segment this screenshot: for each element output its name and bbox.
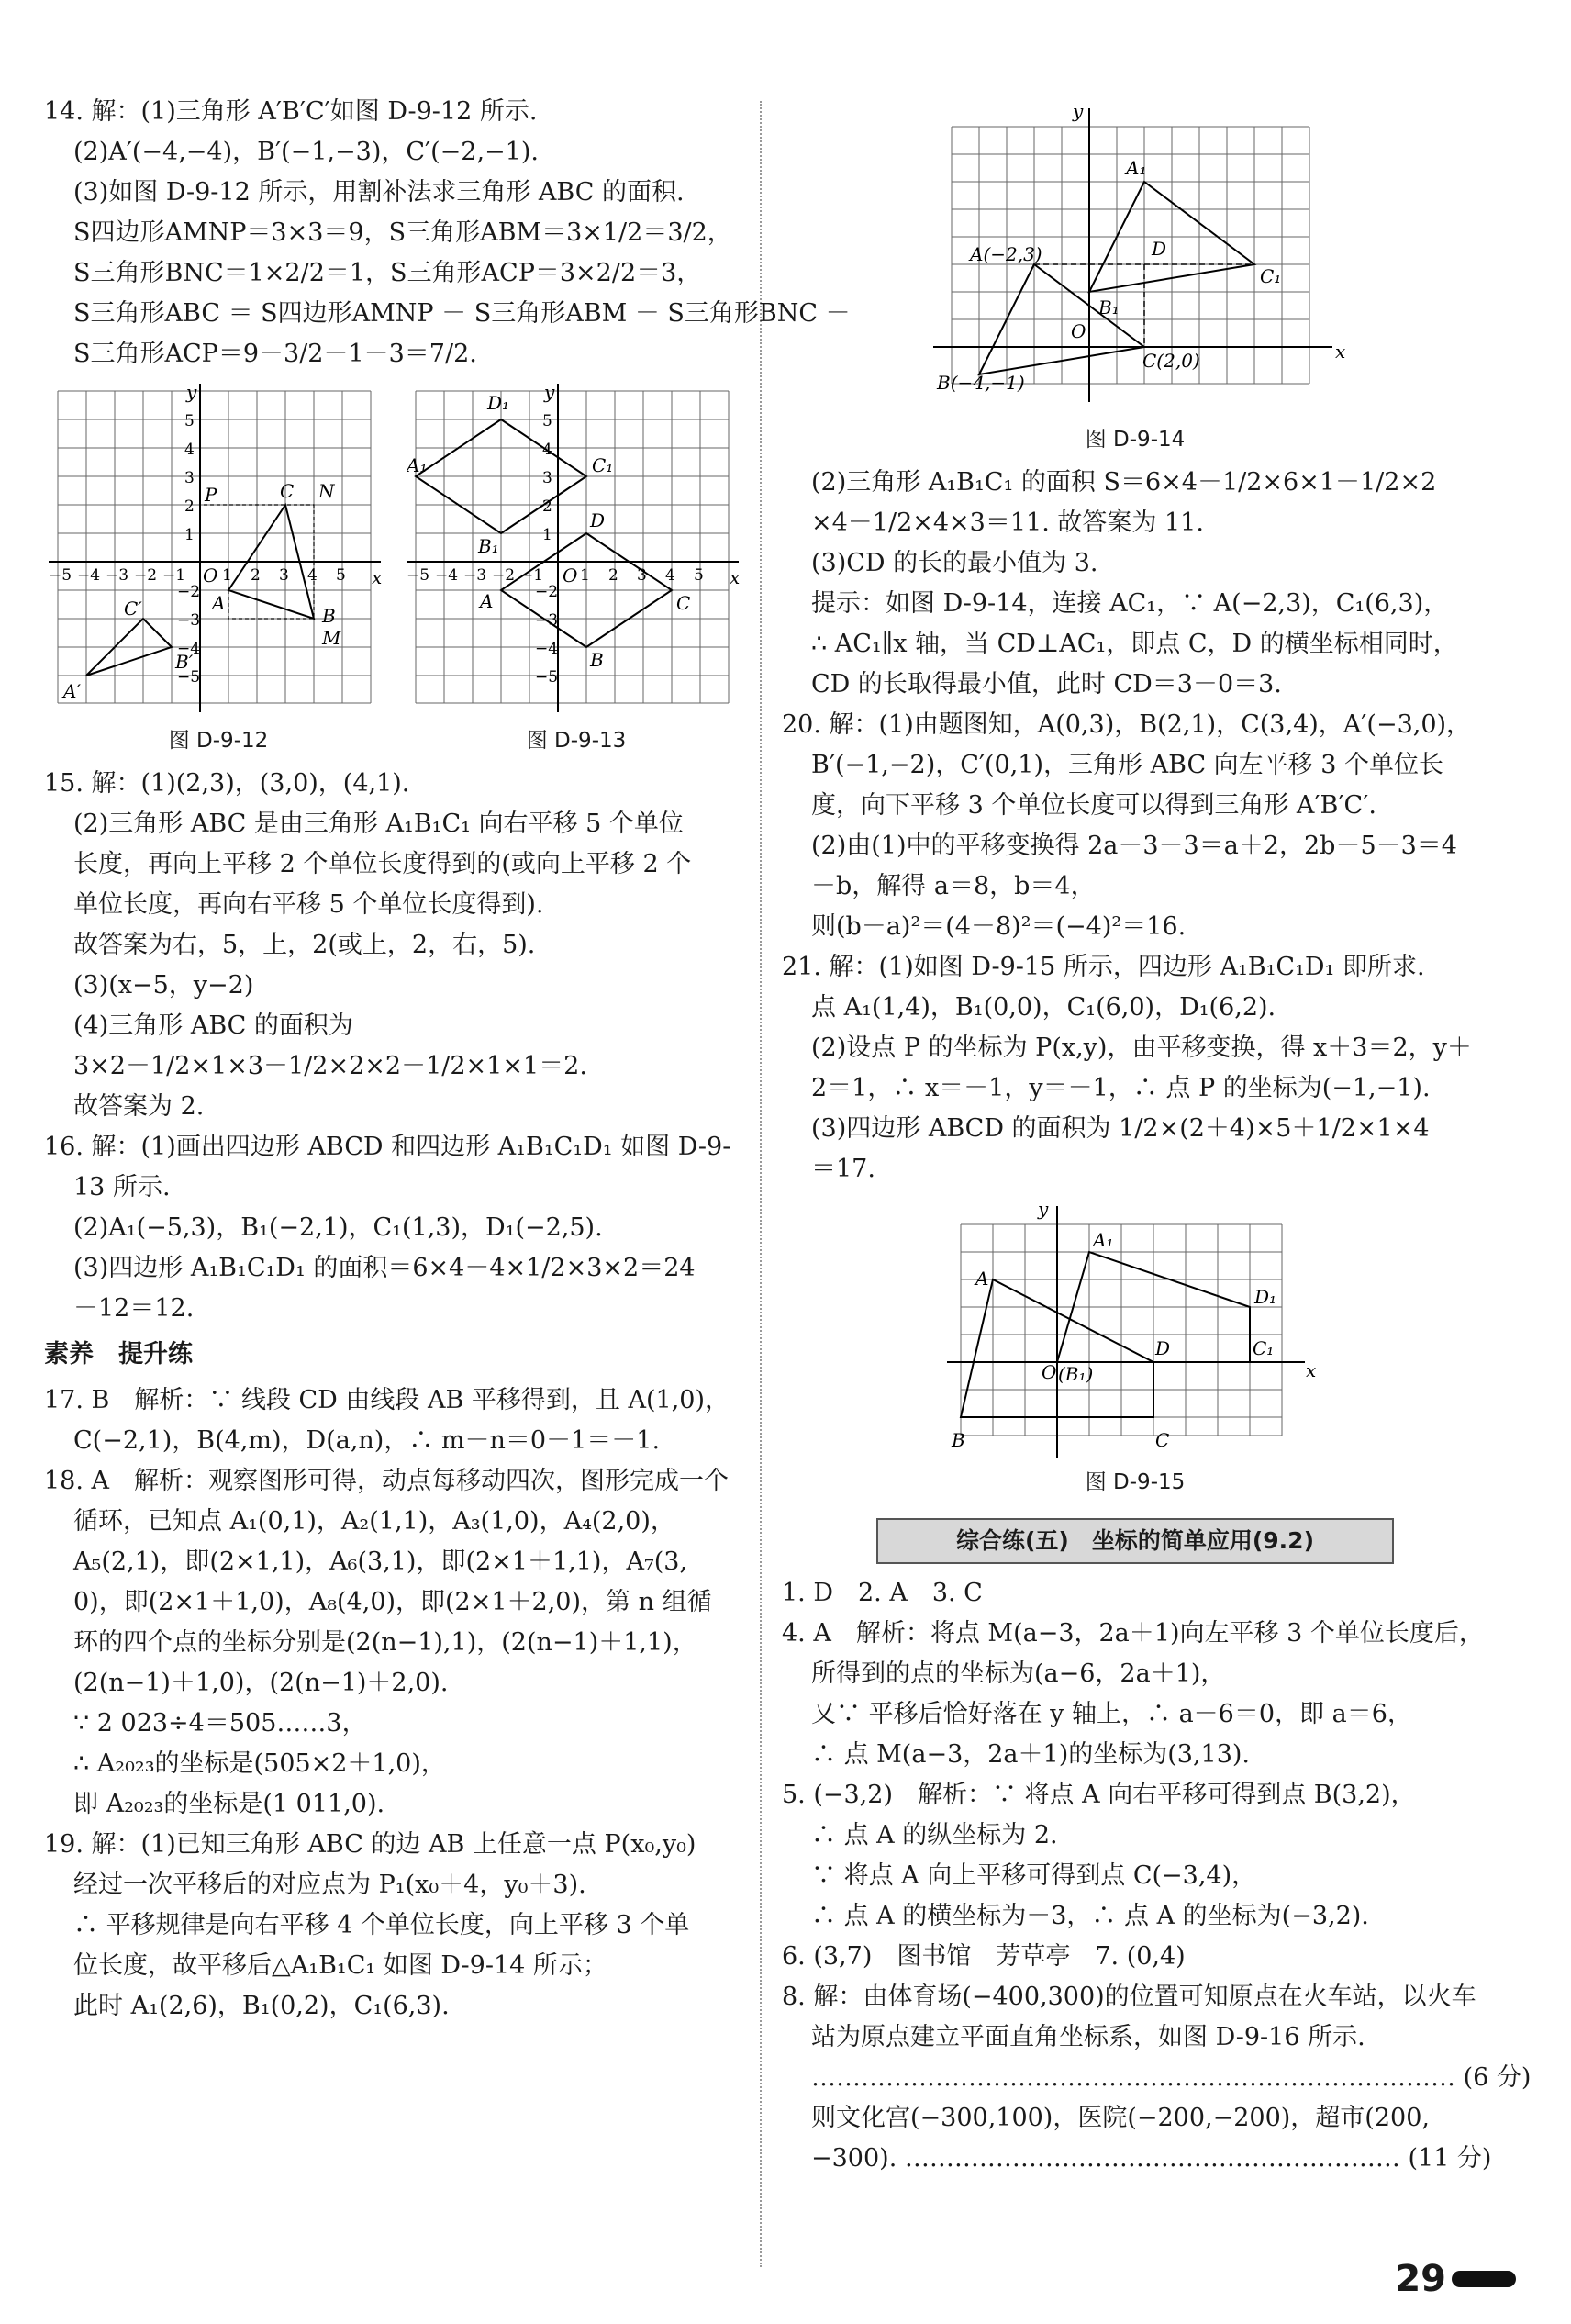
svg-text:4: 4 bbox=[542, 441, 552, 459]
question-17 bbox=[44, 1380, 751, 1461]
figure-d-9-13 bbox=[407, 382, 746, 756]
label-b1: (B₁) bbox=[1058, 1363, 1094, 1385]
x-axis-label: x bbox=[1306, 1359, 1317, 1381]
q19-line: 位长度，故平移后△A₁B₁C₁ 如图 D-9-14 所示； bbox=[73, 1951, 607, 1980]
page-number-bar bbox=[1452, 2271, 1516, 2287]
q15-line: 3×2－1/2×1×3－1/2×2×2－1/2×1×1＝2. bbox=[73, 1052, 587, 1080]
label-p: P bbox=[205, 484, 217, 506]
label-b1: B₁ bbox=[478, 535, 499, 557]
question-15 bbox=[44, 764, 751, 1127]
q18-line: A₅(2,1)，即(2×1,1)，A₆(3,1)，即(2×1＋1,1)，A₇(3, bbox=[73, 1547, 688, 1576]
q18-line: ∴ A₂₀₂₃的坐标是(505×2＋1,0)， bbox=[73, 1749, 446, 1778]
q18-line: 即 A₂₀₂₃的坐标是(1 011,0). bbox=[73, 1790, 385, 1818]
q14-line: 14. 解：(1)三角形 A′B′C′如图 D-9-12 所示. bbox=[44, 97, 538, 126]
q17-line: 17. B 解析：∵ 线段 CD 由线段 AB 平移得到，且 A(1,0)， bbox=[44, 1386, 730, 1414]
q18-line: (2(n−1)＋1,0)，(2(n−1)＋2,0). bbox=[73, 1669, 449, 1697]
q20-line: 20. 解：(1)由题图知，A(0,3)，B(2,1)，C(3,4)，A′(−3,0)， bbox=[782, 710, 1472, 739]
graph-d-9-15 bbox=[942, 1197, 1328, 1463]
q5-line: ∴ 点 A 的纵坐标为 2. bbox=[811, 1821, 1058, 1849]
svg-text:−1: −1 bbox=[520, 566, 544, 585]
q5-line: ∵ 将点 A 向上平移可得到点 C(−3,4)， bbox=[811, 1861, 1257, 1890]
label-b1: B₁ bbox=[1098, 296, 1120, 318]
answers-1-3: 1. D 2. A 3. C bbox=[782, 1579, 983, 1607]
label-c: C bbox=[676, 592, 691, 614]
svg-text:−3: −3 bbox=[463, 566, 487, 585]
label-a: A bbox=[975, 1268, 989, 1290]
label-a1: A₁ bbox=[1126, 157, 1147, 179]
answers-6-7: 6. (3,7) 图书馆 芳草亭 7. (0,4) bbox=[782, 1942, 1186, 1971]
figure-row-15 bbox=[782, 1197, 1488, 1498]
label-a: A(−2,3) bbox=[970, 243, 1042, 265]
q20-line: 则(b－a)²＝(4－8)²＝(−4)²＝16. bbox=[811, 912, 1187, 941]
q15-line: 长度，再向上平移 2 个单位长度得到的(或向上平移 2 个 bbox=[73, 850, 692, 878]
label-c1: C₁ bbox=[592, 454, 614, 476]
svg-text:−3: −3 bbox=[177, 611, 201, 630]
svg-text:−2: −2 bbox=[177, 583, 201, 601]
figure-d-9-12 bbox=[49, 382, 388, 756]
svg-text:−5: −5 bbox=[407, 566, 430, 585]
label-a-prime: A′ bbox=[63, 680, 81, 702]
svg-text:2: 2 bbox=[251, 566, 261, 585]
svg-text:5: 5 bbox=[184, 412, 195, 430]
q16-line: －12＝12. bbox=[73, 1294, 195, 1323]
svg-text:−4: −4 bbox=[177, 640, 201, 658]
label-b: B(−4,−1) bbox=[937, 372, 1025, 394]
q14-line: S三角形ACP＝9－3/2－1－3＝7/2. bbox=[73, 340, 477, 368]
q19b-line: ∴ AC₁∥x 轴，当 CD⊥AC₁，即点 C，D 的横坐标相同时， bbox=[811, 630, 1458, 658]
q8-line: 站为原点建立平面直角坐标系，如图 D-9-16 所示. bbox=[811, 2023, 1365, 2051]
svg-text:3: 3 bbox=[184, 469, 195, 487]
label-b-prime: B′ bbox=[175, 651, 194, 673]
x-axis-label: x bbox=[730, 566, 741, 588]
q21-line: (3)四边形 ABCD 的面积为 1/2×(2＋4)×5＋1/2×1×4 bbox=[811, 1114, 1430, 1143]
figure-row-12-13 bbox=[44, 382, 751, 756]
svg-text:4: 4 bbox=[665, 566, 675, 585]
q19b-line: (2)三角形 A₁B₁C₁ 的面积 S＝6×4－1/2×6×1－1/2×2 bbox=[811, 468, 1437, 497]
section-banner: 综合练(五) 坐标的简单应用(9.2) bbox=[876, 1518, 1394, 1564]
q15-line: 故答案为 2. bbox=[73, 1092, 205, 1121]
figure-caption: 图 D-9-12 bbox=[168, 729, 269, 753]
q5-line: ∴ 点 A 的横坐标为－3，∴ 点 A 的坐标为(−3,2). bbox=[811, 1902, 1369, 1930]
question-4 bbox=[782, 1614, 1488, 1775]
label-d: D bbox=[1152, 238, 1167, 260]
q16-line: (2)A₁(−5,3)，B₁(−2,1)，C₁(1,3)，D₁(−2,5). bbox=[73, 1213, 603, 1242]
page-number-text: 29 bbox=[1395, 2258, 1446, 2300]
svg-text:5: 5 bbox=[694, 566, 704, 585]
label-d1: D₁ bbox=[487, 392, 510, 414]
q14-line: S三角形ABC ＝ S四边形AMNP － S三角形ABM － S三角形BNC － bbox=[73, 299, 851, 328]
q18-line: 循环，已知点 A₁(0,1)，A₂(1,1)，A₃(1,0)，A₄(2,0)， bbox=[73, 1507, 675, 1536]
question-20 bbox=[782, 705, 1488, 947]
svg-text:−3: −3 bbox=[106, 566, 129, 585]
figure-caption: 图 D-9-13 bbox=[526, 729, 627, 753]
q18-line: 18. A 解析：观察图形可得，动点每移动四次，图形完成一个 bbox=[44, 1467, 730, 1495]
svg-text:−2: −2 bbox=[535, 583, 559, 601]
svg-text:1: 1 bbox=[222, 566, 232, 585]
svg-text:−2: −2 bbox=[134, 566, 158, 585]
label-origin: O bbox=[563, 564, 578, 587]
svg-text:1: 1 bbox=[184, 526, 195, 544]
q19b-line: (3)CD 的长的最小值为 3. bbox=[811, 549, 1098, 577]
q16-line: 16. 解：(1)画出四边形 ABCD 和四边形 A₁B₁C₁D₁ 如图 D-9- bbox=[44, 1133, 731, 1161]
svg-text:2: 2 bbox=[542, 497, 552, 516]
svg-text:−5: −5 bbox=[49, 566, 72, 585]
q4-line: ∴ 点 M(a−3，2a＋1)的坐标为(3,13). bbox=[811, 1740, 1250, 1769]
question-5 bbox=[782, 1775, 1488, 1937]
figure-d-9-15 bbox=[942, 1197, 1328, 1498]
question-19 bbox=[44, 1825, 751, 2027]
y-axis-label: y bbox=[186, 382, 197, 403]
label-a: A bbox=[480, 590, 494, 612]
figure-row-14 bbox=[782, 99, 1488, 455]
q18-line: ∵ 2 023÷4＝505……3， bbox=[73, 1709, 367, 1737]
q21-line: 21. 解：(1)如图 D-9-15 所示，四边形 A₁B₁C₁D₁ 即所求. bbox=[782, 953, 1425, 981]
right-column bbox=[782, 92, 1532, 2179]
y-axis-label: y bbox=[544, 382, 555, 403]
left-column bbox=[44, 92, 851, 2027]
q21-line: 点 A₁(1,4)，B₁(0,0)，C₁(6,0)，D₁(6,2). bbox=[811, 993, 1276, 1022]
svg-text:1: 1 bbox=[580, 566, 590, 585]
q19-line: ∴ 平移规律是向右平移 4 个单位长度，向上平移 3 个单 bbox=[73, 1911, 690, 1939]
q14-line: S四边形AMNP＝3×3＝9，S三角形ABM＝3×1/2＝3/2， bbox=[73, 218, 732, 247]
question-8 bbox=[782, 1977, 1532, 2179]
svg-text:5: 5 bbox=[542, 412, 552, 430]
q5-line: 5. (−3,2) 解析：∵ 将点 A 向右平移可得到点 B(3,2)， bbox=[782, 1781, 1416, 1809]
label-n: N bbox=[318, 480, 335, 502]
q4-line: 又∵ 平移后恰好落在 y 轴上，∴ a－6＝0，即 a＝6， bbox=[811, 1700, 1412, 1728]
figure-d-9-14 bbox=[915, 99, 1355, 455]
question-18 bbox=[44, 1461, 751, 1825]
section-heading: 素养 提升练 bbox=[44, 1340, 193, 1369]
q21-line: (2)设点 P 的坐标为 P(x,y)，由平移变换，得 x＋3＝2，y＋ bbox=[811, 1034, 1472, 1062]
q16-line: (3)四边形 A₁B₁C₁D₁ 的面积＝6×4－4×1/2×3×2＝24 bbox=[73, 1254, 696, 1282]
label-origin: O bbox=[203, 564, 218, 587]
label-origin: O bbox=[1071, 320, 1086, 342]
x-axis-label: x bbox=[1335, 341, 1346, 363]
question-14 bbox=[44, 92, 851, 374]
label-c: C(2,0) bbox=[1142, 350, 1200, 372]
label-a: A bbox=[212, 592, 226, 614]
label-c1: C₁ bbox=[1253, 1337, 1275, 1359]
q19b-line: 提示：如图 D-9-14，连接 AC₁，∵ A(−2,3)，C₁(6,3)， bbox=[811, 589, 1449, 618]
label-m: M bbox=[322, 627, 341, 649]
label-a1: A₁ bbox=[407, 454, 428, 476]
column-divider bbox=[760, 101, 763, 2267]
q8-line: −300). …………………………………………………… (11 分) bbox=[811, 2144, 1492, 2173]
svg-text:−4: −4 bbox=[77, 566, 101, 585]
q15-line: 故答案为右，5，上，2(或上，2，右，5). bbox=[73, 931, 536, 959]
q19-line: 19. 解：(1)已知三角形 ABC 的边 AB 上任意一点 P(x₀,y₀) bbox=[44, 1830, 696, 1859]
label-d: D bbox=[1155, 1337, 1171, 1359]
label-d: D bbox=[590, 509, 606, 531]
figure-caption: 图 D-9-14 bbox=[1085, 428, 1186, 452]
q15-line: 15. 解：(1)(2,3)，(3,0)，(4,1). bbox=[44, 769, 410, 798]
svg-text:1: 1 bbox=[542, 526, 552, 544]
svg-text:−5: −5 bbox=[535, 668, 559, 687]
svg-text:5: 5 bbox=[336, 566, 346, 585]
q15-line: (2)三角形 ABC 是由三角形 A₁B₁C₁ 向右平移 5 个单位 bbox=[73, 810, 684, 838]
graph-d-9-14 bbox=[915, 99, 1355, 420]
q15-line: (4)三角形 ABC 的面积为 bbox=[73, 1011, 353, 1040]
q21-line: 2＝1，∴ x＝－1，y＝－1，∴ 点 P 的坐标为(−1,−1). bbox=[811, 1074, 1431, 1102]
svg-text:3: 3 bbox=[637, 566, 647, 585]
q19b-line: CD 的长取得最小值，此时 CD＝3－0＝3. bbox=[811, 670, 1282, 698]
svg-text:4: 4 bbox=[184, 441, 195, 459]
svg-text:2: 2 bbox=[608, 566, 618, 585]
q16-line: 13 所示. bbox=[73, 1173, 171, 1201]
label-c-prime: C′ bbox=[124, 598, 142, 620]
svg-text:−5: −5 bbox=[177, 668, 201, 687]
q15-line: (3)(x−5，y−2) bbox=[73, 971, 254, 1000]
graph-d-9-12 bbox=[49, 382, 388, 721]
label-c: C bbox=[1155, 1429, 1170, 1451]
label-origin: O bbox=[1042, 1361, 1057, 1383]
svg-text:3: 3 bbox=[279, 566, 289, 585]
q20-line: －b，解得 a＝8，b＝4， bbox=[811, 872, 1096, 900]
graph-d-9-13 bbox=[407, 382, 746, 721]
q19-line: 经过一次平移后的对应点为 P₁(x₀＋4，y₀＋3). bbox=[73, 1871, 586, 1899]
label-b: B bbox=[322, 605, 336, 627]
svg-text:2: 2 bbox=[184, 497, 195, 516]
svg-text:−2: −2 bbox=[492, 566, 516, 585]
x-axis-label: x bbox=[372, 566, 383, 588]
q20-line: (2)由(1)中的平移变换得 2a－3－3＝a＋2，2b－5－3＝4 bbox=[811, 832, 1457, 860]
page-number bbox=[1395, 2258, 1516, 2300]
q20-line: 度，向下平移 3 个单位长度可以得到三角形 A′B′C′. bbox=[811, 791, 1376, 820]
label-b: B bbox=[952, 1429, 965, 1451]
q4-line: 4. A 解析：将点 M(a−3，2a＋1)向左平移 3 个单位长度后， bbox=[782, 1619, 1484, 1648]
svg-text:3: 3 bbox=[542, 469, 552, 487]
label-a1: A₁ bbox=[1093, 1229, 1114, 1251]
q14-line: S三角形BNC＝1×2/2＝1，S三角形ACP＝3×2/2＝3， bbox=[73, 259, 702, 287]
svg-text:−3: −3 bbox=[535, 611, 559, 630]
figure-caption: 图 D-9-15 bbox=[1085, 1470, 1186, 1494]
y-axis-label: y bbox=[1073, 100, 1084, 122]
q14-line: (2)A′(−4,−4)，B′(−1,−3)，C′(−2,−1). bbox=[73, 138, 539, 166]
svg-text:−4: −4 bbox=[535, 640, 559, 658]
question-21 bbox=[782, 947, 1488, 1190]
label-c: C bbox=[280, 480, 295, 502]
q15-line: 单位长度，再向右平移 5 个单位长度得到). bbox=[73, 890, 544, 919]
q20-line: B′(−1,−2)，C′(0,1)，三角形 ABC 向左平移 3 个单位长 bbox=[811, 751, 1444, 779]
q8-line: 8. 解：由体育场(−400,300)的位置可知原点在火车站，以火车 bbox=[782, 1983, 1476, 2011]
question-16 bbox=[44, 1127, 751, 1329]
q14-line: (3)如图 D-9-12 所示，用割补法求三角形 ABC 的面积. bbox=[73, 178, 685, 207]
q4-line: 所得到的点的坐标为(a−6，2a＋1)， bbox=[811, 1659, 1226, 1688]
q8-line: …………………………………………………………………… (6 分) bbox=[811, 2063, 1532, 2092]
label-d1: D₁ bbox=[1254, 1286, 1277, 1308]
svg-text:−4: −4 bbox=[435, 566, 459, 585]
q17-line: C(−2,1)，B(4,m)，D(a,n)，∴ m－n＝0－1＝－1. bbox=[73, 1426, 661, 1455]
y-axis-label: y bbox=[1038, 1198, 1049, 1220]
label-c1: C₁ bbox=[1260, 265, 1282, 287]
q19b-line: ×4－1/2×4×3＝11. 故答案为 11. bbox=[811, 508, 1204, 537]
question-19-continued bbox=[782, 463, 1488, 705]
label-b: B bbox=[590, 649, 604, 671]
q8-line: 则文化宫(−300,100)，医院(−200,−200)，超市(200, bbox=[811, 2104, 1430, 2132]
svg-text:−1: −1 bbox=[162, 566, 186, 585]
q19-line: 此时 A₁(2,6)，B₁(0,2)，C₁(6,3). bbox=[73, 1992, 450, 2020]
q21-line: ＝17. bbox=[811, 1155, 875, 1183]
q18-line: 0)，即(2×1＋1,0)，A₈(4,0)，即(2×1＋2,0)，第 n 组循 bbox=[73, 1588, 712, 1616]
svg-text:4: 4 bbox=[307, 566, 318, 585]
q18-line: 环的四个点的坐标分别是(2(n−1),1)，(2(n−1)＋1,1)， bbox=[73, 1628, 697, 1657]
